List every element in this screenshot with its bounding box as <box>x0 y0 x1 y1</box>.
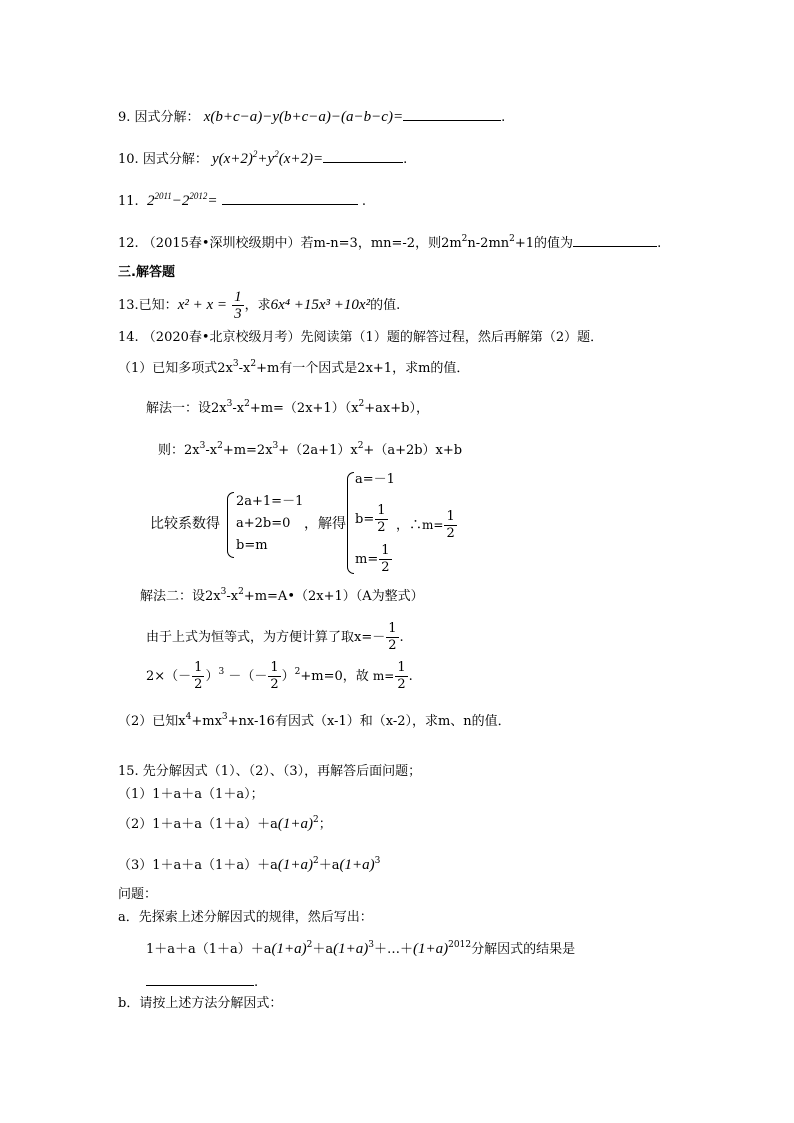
q14-text: +mx <box>191 714 222 729</box>
fraction-denominator: 2 <box>194 677 203 692</box>
q9-period: . <box>501 110 506 125</box>
q10-answer-blank[interactable] <box>323 150 403 163</box>
fraction-denominator: 2 <box>270 677 279 692</box>
q15-item-1: （1）1＋a＋a（1＋a）； <box>118 787 264 802</box>
fraction-denominator: 2 <box>381 560 390 575</box>
q11-number: 11. <box>118 194 139 209</box>
half-fraction <box>375 503 387 536</box>
q11-expr-part: −2 <box>171 193 190 209</box>
q14-text: 2×（－ <box>146 669 192 684</box>
q14-method2-line2 <box>146 618 404 658</box>
q15-text: ＋…＋ <box>374 942 414 957</box>
q15-text: ； <box>318 817 332 832</box>
fraction-denominator: 2 <box>388 638 397 653</box>
fraction-numerator: 1 <box>446 509 455 524</box>
q11-expr-part: 2 <box>146 193 155 209</box>
exponent: 2 <box>306 940 313 950</box>
q15-power-base: (1+a) <box>277 816 313 832</box>
q13-text: 的值. <box>370 298 401 313</box>
q14-method2 <box>140 589 424 605</box>
q14-text: （1）已知多项式2x <box>118 361 233 376</box>
q10-expr-part: y(x+2) <box>211 151 253 167</box>
q12-text: 12. （2015春•深圳校级期中）若m-n=3，mn=-2，则2m <box>118 236 462 251</box>
q15-power-base: (1+a) <box>271 941 307 957</box>
half-fraction <box>395 660 407 693</box>
q14-text: +nx-16有因式（x-1）和（x-2），求m、n的值． <box>227 714 511 729</box>
m-equals: m= <box>372 669 395 683</box>
compare-label: 比较系数得 <box>150 516 220 532</box>
q15-text: 1＋a＋a（1＋a）＋a <box>146 942 272 957</box>
fraction-numerator: 1 <box>270 660 279 675</box>
fraction-numerator: 1 <box>381 543 390 558</box>
section-title: 三.解答题 <box>118 265 175 280</box>
q15-text: （2）1＋a＋a（1＋a）＋a <box>118 817 278 832</box>
system-equation: a+2b=0 <box>236 516 291 531</box>
q10-exponent: 2 <box>274 149 279 159</box>
q15-text: ＋a <box>318 858 340 873</box>
exponent: 2 <box>238 587 244 597</box>
q13-text: ，求 <box>244 298 271 313</box>
question-9 <box>118 108 505 126</box>
q12-text: n-2mn <box>467 236 510 251</box>
period: . <box>408 669 413 684</box>
q10-expr-part: (x+2)= <box>278 151 324 167</box>
q14-text: +m=0，故 <box>300 669 369 684</box>
q15-power-base: (1+a) <box>413 941 449 957</box>
exponent: 3 <box>199 441 206 451</box>
q11-answer-blank[interactable] <box>222 192 358 205</box>
equation-system-1 <box>236 491 303 557</box>
fraction-numerator: 1 <box>397 660 406 675</box>
left-brace-icon <box>227 492 234 558</box>
left-brace-icon <box>347 472 354 574</box>
q9-number: 9. <box>118 110 131 125</box>
exponent: 2 <box>244 399 250 409</box>
exponent: 3 <box>220 587 227 597</box>
exponent: 3 <box>221 712 228 722</box>
q13-fraction <box>232 289 244 322</box>
q12-answer-blank[interactable] <box>573 234 657 247</box>
q14-text: +m有一个因式是2x+1，求m的值． <box>256 361 470 376</box>
q10-expression <box>212 151 323 167</box>
solution-label: m= <box>355 552 379 567</box>
exponent: 2 <box>294 667 301 677</box>
q13-expression-2: 6x⁴ +15x³ +10x² <box>270 297 371 313</box>
q14-text: 则：2x <box>158 443 200 458</box>
q12-period: . <box>657 236 662 251</box>
q11-expr-part: = <box>207 193 218 209</box>
exponent: 2 <box>312 815 319 825</box>
q11-exponent: 2011 <box>154 191 172 201</box>
exponent: 2 <box>358 399 365 409</box>
q14-part1 <box>118 361 469 377</box>
half-fraction <box>444 509 456 542</box>
q12-text: +1的值为 <box>514 236 574 251</box>
q10-number: 10. <box>118 152 139 167</box>
question-11 <box>118 192 366 210</box>
exponent: 3 <box>368 940 375 950</box>
system-equation: 2a+1=－1 <box>236 494 304 509</box>
q15-problem-label: 问题： <box>118 887 158 902</box>
solution-a: a=－1 <box>355 472 395 487</box>
question-13 <box>118 288 400 323</box>
q9-label: 因式分解： <box>134 110 200 125</box>
exponent: 3 <box>374 856 381 866</box>
q15-item-2 <box>118 816 332 833</box>
exponent: 3 <box>218 667 225 677</box>
q14-text: +m=（2x+1）（x <box>249 401 359 416</box>
fraction-denominator: 2 <box>446 526 455 541</box>
q14-text: -x <box>205 443 218 458</box>
q12-exponent: 2 <box>509 234 515 244</box>
q14-text: ） <box>281 669 295 684</box>
q14-text: +m=2x <box>222 443 273 458</box>
q11-period: . <box>361 194 366 209</box>
q15-part-a-expression <box>146 941 575 958</box>
half-fraction <box>268 660 280 693</box>
exponent: 2 <box>312 856 319 866</box>
question-10 <box>118 150 407 168</box>
q15-text: 分解因式的结果是 <box>471 942 576 957</box>
m-equals: m= <box>422 518 444 532</box>
fraction-numerator: 1 <box>234 289 242 305</box>
q14-text: +（a+2b）x+b <box>363 443 463 458</box>
q14-text: 由于上式为恒等式，为方便计算了取 <box>146 630 355 645</box>
solve-label: ，解得 <box>304 516 346 532</box>
fraction-denominator: 2 <box>397 677 406 692</box>
solution-m <box>355 540 393 580</box>
q9-answer-blank[interactable] <box>403 108 501 121</box>
exponent: 4 <box>185 712 192 722</box>
half-fraction <box>386 621 398 654</box>
q14-text: +ax+b）， <box>364 401 429 416</box>
q15-part-a: a．先探索上述分解因式的规律，然后写出： <box>118 910 373 925</box>
q14-part2 <box>118 714 511 730</box>
q14-text: -x <box>226 589 239 604</box>
q15-power-base: (1+a) <box>339 857 375 873</box>
q11-exponent: 2012 <box>189 191 208 201</box>
question-14-intro: 14. （2020春•北京校级月考）先阅读第（1）题的解答过程，然后再解第（2）题． <box>118 330 604 345</box>
therefore-result <box>396 505 458 546</box>
q10-period: . <box>403 152 408 167</box>
q10-exponent: 2 <box>252 149 258 159</box>
q13-expression: x² + x = <box>177 297 227 313</box>
q15-answer-blank[interactable] <box>146 973 254 986</box>
q14-then <box>158 443 462 459</box>
exponent: 3 <box>272 441 279 451</box>
q15-power-base: (1+a) <box>277 857 313 873</box>
half-fraction <box>192 660 204 693</box>
q14-text: 解法一：设2x <box>146 401 227 416</box>
half-fraction <box>379 543 391 576</box>
exponent: 2012 <box>448 940 472 950</box>
q13-prefix: 13.已知： <box>118 298 178 313</box>
fraction-denominator: 2 <box>377 520 386 535</box>
system-equation: b=m <box>236 538 268 553</box>
q14-text: ） <box>205 669 219 684</box>
q14-calculation <box>146 656 413 697</box>
x-equals: x=－ <box>354 630 386 645</box>
q15-text: ＋a <box>312 942 334 957</box>
exponent: 3 <box>226 399 233 409</box>
exponent: 2 <box>250 359 257 369</box>
exponent: 2 <box>357 441 364 451</box>
q14-text: 解法二：设2x <box>140 589 221 604</box>
q14-text: +（2a+1）x <box>278 443 358 458</box>
q15-item-3 <box>118 857 380 874</box>
q11-expression <box>147 193 218 209</box>
fraction-denominator: 3 <box>234 306 242 322</box>
fraction-numerator: 1 <box>377 503 386 518</box>
period: . <box>399 630 404 645</box>
q15-part-a-answer <box>146 973 258 991</box>
q14-text: +m=A•（2x+1）（A为整式） <box>243 589 424 604</box>
q12-exponent: 2 <box>461 234 468 244</box>
solution-b <box>355 500 389 540</box>
exponent: 2 <box>217 441 223 451</box>
period: . <box>254 975 259 990</box>
q15-text: （3）1＋a＋a（1＋a）＋a <box>118 858 278 873</box>
q9-expression: x(b+c−a)−y(b+c−a)−(a−b−c)= <box>203 109 404 125</box>
exponent: 3 <box>232 359 239 369</box>
fraction-numerator: 1 <box>194 660 203 675</box>
solution-label: b= <box>355 512 375 527</box>
q10-label: 因式分解： <box>142 152 208 167</box>
q10-expr-part: +y <box>257 151 275 167</box>
q14-text: -x <box>232 401 245 416</box>
question-15-intro: 15. 先分解因式（1）、（2）、（3），再解答后面问题； <box>118 764 422 779</box>
q14-method1 <box>146 401 429 417</box>
q14-text: -x <box>238 361 251 376</box>
therefore-symbol: ，∴ <box>396 518 423 533</box>
question-12 <box>118 234 661 252</box>
fraction-numerator: 1 <box>388 621 397 636</box>
q15-part-b: b．请按上述方法分解因式： <box>118 996 283 1011</box>
q14-text: －（－ <box>228 669 268 684</box>
q15-power-base: (1+a) <box>333 941 369 957</box>
q14-text: （2）已知x <box>118 714 186 729</box>
